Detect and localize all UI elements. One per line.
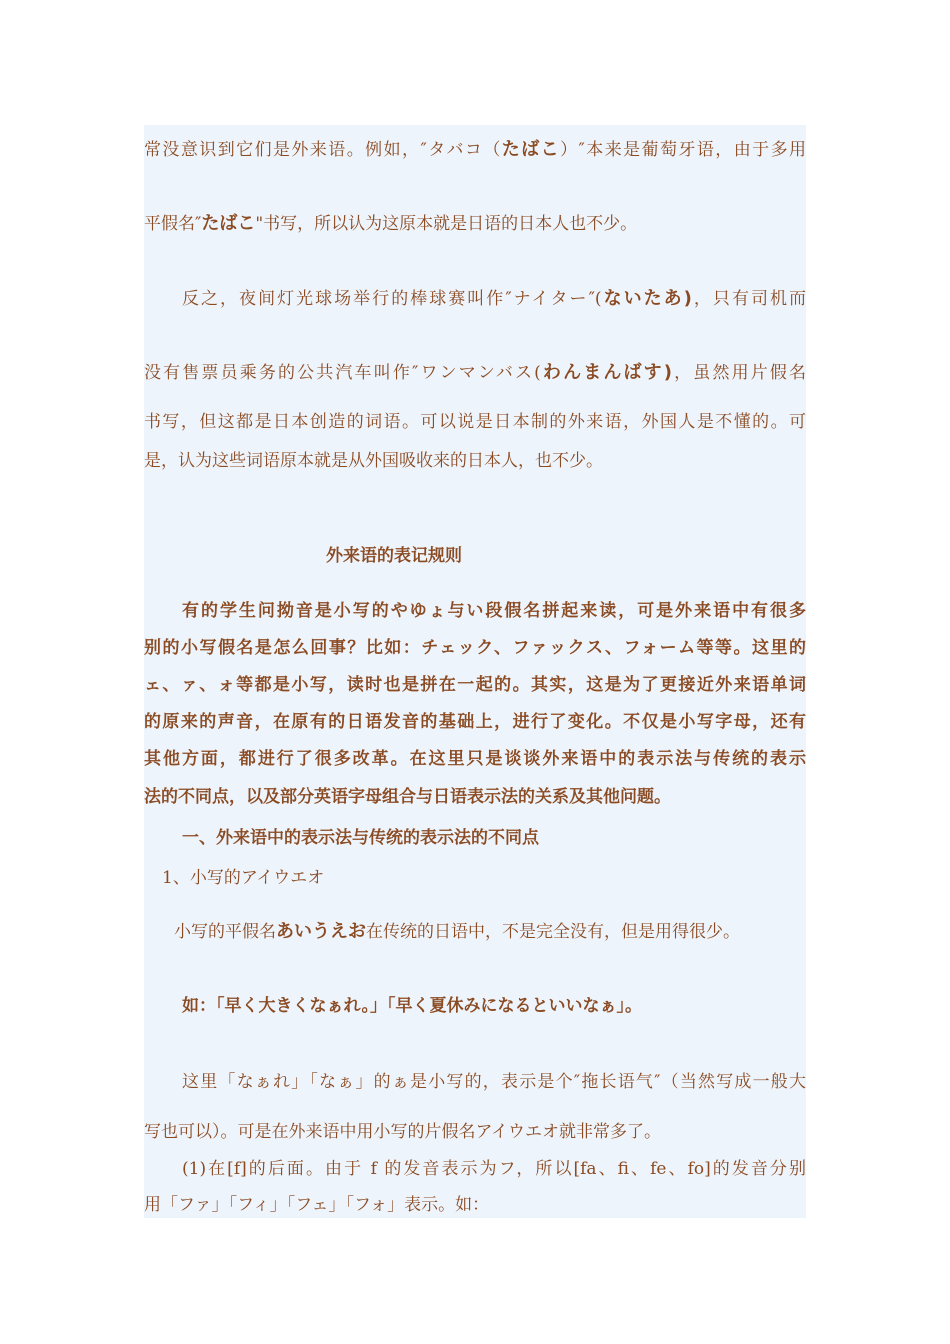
intro-line-5: 其他方面，都进行了很多改革。在这里只是谈谈外来语中的表示法与传统的表示 <box>144 749 806 769</box>
f-sound-line-2: 用「ファ」「フィ」「フェ」「フォ」表示。如： <box>144 1195 490 1215</box>
item-1-title: 1、小写的アイウエオ <box>162 868 325 888</box>
small-hiragana-line: 小写的平假名あいうえお在传统的日语中，不是完全没有，但是用得很少。 <box>174 921 740 942</box>
paragraph-2-line-4: 是，认为这些词语原本就是从外国吸收来的日本人，也不少。 <box>144 451 603 471</box>
intro-line-3: ェ、ァ、ォ等都是小写，读时也是拼在一起的。其实，这是为了更接近外来语单词 <box>144 675 806 695</box>
intro-line-6: 法的不同点，以及部分英语字母组合与日语表示法的关系及其他问题。 <box>144 787 671 807</box>
example-line: 如：「早く大きくなぁれ。」「早く夏休みになるといいなぁ」。 <box>182 996 643 1016</box>
paragraph-2-line-3: 书写，但这都是日本创造的词语。可以说是日本制的外来语，外国人是不懂的。可 <box>144 412 806 432</box>
paragraph-2-line-1: 反之，夜间灯光球场举行的棒球赛叫作″ナイター″(ないたあ)，只有司机而 <box>182 288 807 309</box>
f-sound-line-1: (1)在[f]的后面。由于 f 的发音表示为フ，所以[fa、fi、fe、fo]的发音分别 <box>182 1159 806 1179</box>
subheading: 一、外来语中的表示法与传统的表示法的不同点 <box>182 828 539 848</box>
intro-line-2: 别的小写假名是怎么回事？比如：チェック、ファックス、フォーム等等。这里的 <box>144 638 806 658</box>
intro-line-1: 有的学生问拗音是小写的やゆょ与い段假名拼起来读，可是外来语中有很多 <box>182 601 806 621</box>
intro-line-4: 的原来的声音，在原有的日语发音的基础上，进行了变化。不仅是小写字母，还有 <box>144 712 806 732</box>
explanation-line-2: 写也可以）。可是在外来语中用小写的片假名アイウエオ就非常多了。 <box>144 1122 661 1142</box>
explanation-line-1: 这里「なぁれ」「なぁ」的ぁ是小写的，表示是个″拖长语气″（当然写成一般大 <box>182 1072 806 1092</box>
paragraph-1-line-1: 常没意识到它们是外来语。例如，″タバコ（たばこ）″本来是葡萄牙语，由于多用 <box>144 139 806 160</box>
paragraph-1-line-2: 平假名″たばこ"书写，所以认为这原本就是日语的日本人也不少。 <box>144 213 638 234</box>
paragraph-2-line-2: 没有售票员乘务的公共汽车叫作″ワンマンバス(わんまんばす)，虽然用片假名 <box>144 362 807 383</box>
section-title: 外来语的表记规则 <box>326 546 462 566</box>
